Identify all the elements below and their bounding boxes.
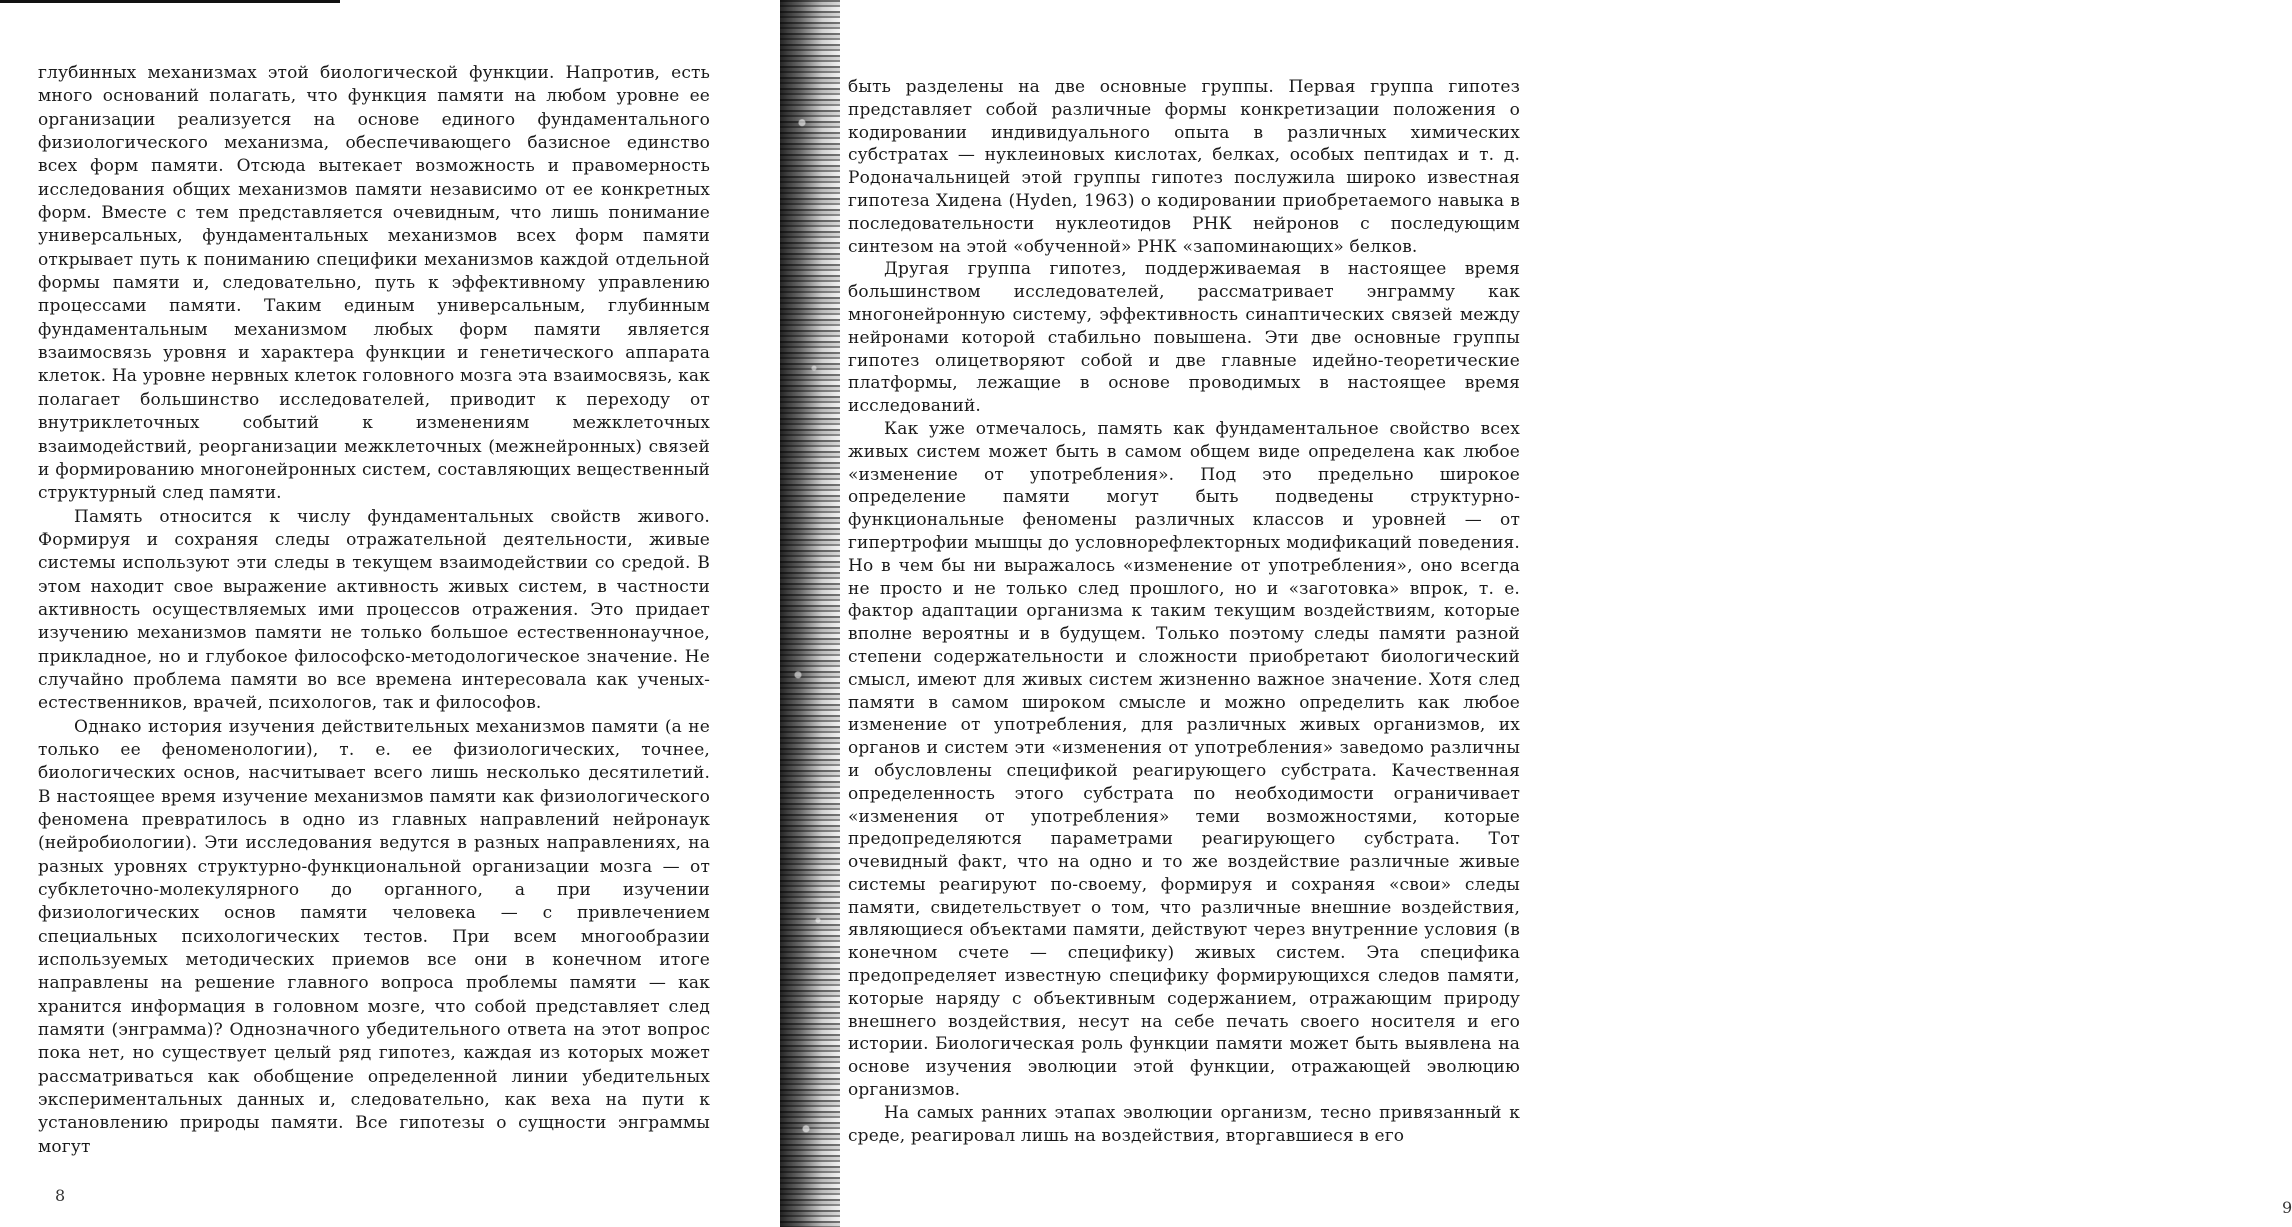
- right-paragraph-1: быть разделены на две основные группы. Первая группа гипотез представляет собой различные формы конкретизации положения о кодировании индивидуального опыта в различных химических субстратах — нуклеиновых кислотах, белках, особых пептидах и т. д. Родоначальницей этой группы гипотез послужила широко известная гипотеза Хидена (Hyden, 1963) о кодировании приобретаемого навыка в последовательности нуклеотидов РНК нейронов с последующим синтезом на этой «обученной» РНК «запоминающих» белков.: [848, 77, 1520, 257]
- right-page-text: [848, 76, 1520, 1147]
- left-page-text: [38, 62, 710, 1159]
- left-page: [0, 0, 780, 1227]
- left-page-number: 8: [55, 1186, 66, 1205]
- left-paragraph-3: Однако история изучения действительных механизмов памяти (а не только ее феноменологии), т. е. ее физиологических, точнее, биологических основ, насчитывает всего лишь несколько десятилетий. В настоящее время изучение механизмов памяти как физиологического феномена превратилось в одно из главных направлений нейронаук (нейробиологии). Эти исследования ведутся в разных направлениях, на разных уровнях структурно-функциональной организации мозга — от субклеточно-молекулярного до органного, а при изучении физиологических основ памяти человека — с привлечением специальных психологических тестов. При всем многообразии используемых методических приемов все они в конечном итоге направлены на решение главного вопроса проблемы памяти — как хранится информация в головном мозге, что собой представляет след памяти (энграмма)? Однозначного убедительного ответа на этот вопрос пока нет, но существует целый ряд гипотез, каждая из которых может рассматриваться как обобщение определенной линии убедительных экспериментальных данных и, следовательно, как веха на пути к установлению природы памяти. Все гипотезы о сущности энграммы могут: [38, 716, 710, 1157]
- right-paragraph-2: Другая группа гипотез, поддерживаемая в настоящее время большинством исследователей, рассматривает энграмму как многонейронную систему, эффективность синаптических связей между нейронами которой стабильно повышена. Эти две основные группы гипотез олицетворяют собой и две главные идейно-теоретические платформы, лежащие в основе проводимых в настоящее время исследований.: [848, 259, 1520, 417]
- right-paragraph-4: На самых ранних этапах эволюции организм, тесно привязанный к среде, реагировал лишь на воздействия, вторгавшиеся в его: [848, 1102, 1520, 1146]
- right-page-number: 9: [2282, 1198, 2292, 1217]
- right-paragraph-3: Как уже отмечалось, память как фундаментальное свойство всех живых систем может быть в самом общем виде определена как любое «изменение от употребления». Под это предельно широкое определение памяти могут быть подведены структурно-функциональные феномены различных классов и уровней — от гипертрофии мышцы до условнорефлекторных модификаций поведения. Но в чем бы ни выражалось «изменение от употребления», оно всегда не просто и не только след прошлого, но и «заготовка» впрок, т. е. фактор адаптации организма к таким текущим воздействиям, которые вполне вероятны и в будущем. Только поэтому следы памяти разной степени содержательности и сложности приобретают биологический смысл, имеют для живых систем жизненно важное значение. Хотя след памяти в самом широком смысле и можно определить как любое изменение от употребления, для различных живых организмов, их органов и систем эти «изменения от употребления» заведомо различны и обусловлены спецификой реагирующего субстрата. Качественная определенность этого субстрата по необходимости ограничивает «изменения от употребления» теми возможностями, которые предопределяются параметрами реагирующего субстрата. Тот очевидный факт, что на одно и то же воздействие различные живые системы реагируют по-своему, формируя и сохраняя «свои» следы памяти, свидетельствует о том, что различные внешние воздействия, являющиеся объектами памяти, действуют через внутренние условия (в конечном счете — специфику) живых систем. Эта специфика предопределяет известную специфику формирующихся следов памяти, которые наряду с объективным содержанием, отражающим природу внешнего воздействия, несут на себе печать своего носителя и его истории. Биологическая роль функции памяти может быть выявлена на основе изучения эволюции этой функции, отражающей эволюцию организмов.: [848, 418, 1520, 1101]
- left-paragraph-1: глубинных механизмах этой биологической функции. Напротив, есть много оснований полагать, что функция памяти на любом уровне ее организации реализуется на основе единого фундаментального физиологического механизма, обеспечивающего базисное единство всех форм памяти. Отсюда вытекает возможность и правомерность исследования общих механизмов памяти независимо от ее конкретных форм. Вместе с тем представляется очевидным, что лишь понимание универсальных, фундаментальных механизмов всех форм памяти открывает путь к пониманию специфики механизмов каждой отдельной формы памяти и, следовательно, путь к эффективному управлению процессами памяти. Таким единым универсальным, глубинным фундаментальным механизмом любых форм памяти является взаимосвязь уровня и характера функции и генетического аппарата клеток. На уровне нервных клеток головного мозга эта взаимосвязь, как полагает большинство исследователей, приводит к переходу от внутриклеточных событий к изменениям межклеточных взаимодействий, реорганизации межклеточных (межнейронных) связей и формированию многонейронных систем, составляющих вещественный структурный след памяти.: [38, 63, 710, 504]
- left-paragraph-2: Память относится к числу фундаментальных свойств живого. Формируя и сохраняя следы отражательной деятельности, живые системы используют эти следы в текущем взаимодействии со средой. В этом находит свое выражение активность живых систем, в частности активность осуществляемых ими процессов отражения. Это придает изучению механизмов памяти не только большое естественнонаучное, прикладное, но и глубокое философско-методологическое значение. Не случайно проблема памяти во все времена интересовала как ученых-естественников, врачей, психологов, так и философов.: [38, 506, 710, 714]
